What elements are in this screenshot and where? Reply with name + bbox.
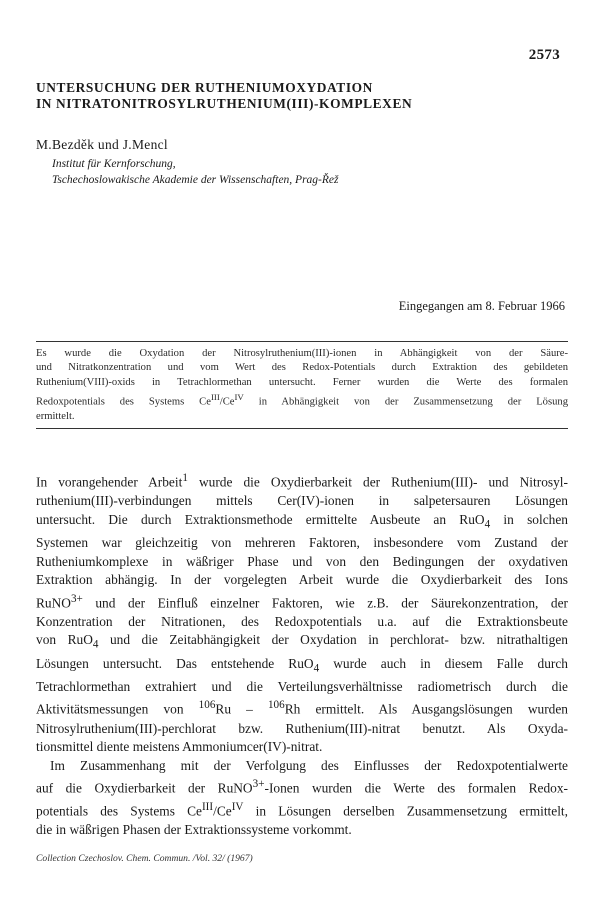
body-line: Tetrachlormethan extrahiert und die Verteilungsverhältnisse radiometrisch durch die xyxy=(36,678,568,694)
abstract-line: ermittelt. xyxy=(36,410,75,422)
abstract-line: Redoxpotentials des Systems $Ce^{III}/Ce^{IV}$ in Abhängigkeit von der Zusammensetzung der Lösung xyxy=(36,391,568,408)
body-line: Extraktion abhängig. In der vorgelegten Arbeit wurde die Oxydierbarkeit des Ions xyxy=(36,572,568,588)
body-line: Im Zusammenhang mit der Verfolgung des Einflusses der Redoxpotentialwerte xyxy=(50,757,568,773)
abstract-line: Es wurde die Oxydation der Nitrosylruthenium(III)-ionen in Abhängigkeit von der Säure- xyxy=(36,348,568,359)
body-line: In vorangehender Arbeit$^1$ wurde die Oxydierbarkeit der Ruthenium(III)- und Nitrosyl- xyxy=(36,472,568,490)
title-line: UNTERSUCHUNG DER RUTHENIUMOXYDATION xyxy=(36,80,373,95)
authors: M.Bezděk und J.Mencl xyxy=(36,137,168,152)
body-line: Aktivitätsmessungen von $^{106}$Ru – $^{106}$Rh ermittelt. Als Ausgangslösungen wurden xyxy=(36,699,568,717)
body-line: ruthenium(III)-verbindungen mittels Cer(IV)-ionen in salpetersauren Lösungen xyxy=(36,493,568,509)
article-title xyxy=(36,80,566,112)
abstract xyxy=(36,347,568,424)
body-line: untersucht. Die durch Extraktionsmethode ermittelte Ausbeute an RuO$_4$ in solchen xyxy=(36,511,569,531)
body-line: auf die Oxydierbarkeit der RuNO$^{3+}$-Ionen wurden die Werte des formalen Redox- xyxy=(36,778,568,796)
page-number: 2573 xyxy=(528,47,560,63)
affiliation xyxy=(52,156,339,188)
received-date: Eingegangen am 8. Februar 1966 xyxy=(398,299,565,313)
body-line: Nitrosylruthenium(III)-perchlorat bzw. Ruthenium(III)-nitrat benutzt. Als Oxyda- xyxy=(36,720,568,736)
abstract-line: und Nitratkonzentration und vom Wert des Redox-Potentials durch Extraktion des gebildeten xyxy=(36,362,568,374)
abstract-bottom-rule xyxy=(36,428,568,429)
body-line: RuNO$^{3+}$ und der Einfluß einzelner Faktoren, wie z.B. der Säurekonzentration, der xyxy=(36,592,568,611)
body-line: potentials des Systems $Ce^{III}/Ce^{IV}$ in Lösungen derselben Zusammensetzung ermittelt, xyxy=(36,801,568,819)
affiliation-line: Institut für Kernforschung, xyxy=(52,158,176,170)
abstract-top-rule xyxy=(36,341,568,342)
affiliation-line: Tschechoslowakische Akademie der Wissenschaften, Prag-Řež xyxy=(52,174,339,186)
body-line: die in wäßrigen Phasen der Extraktionssysteme vorkommt. xyxy=(36,822,352,838)
journal-footer: Collection Czechoslov. Chem. Commun. /Vol. 32/ (1967) xyxy=(36,853,253,864)
body-line: Systemen war gleichzeitig von mehreren Faktoren, insbesondere vom Zustand der xyxy=(36,534,568,550)
abstract-line: Ruthenium(VIII)-oxids in Tetrachlormethan untersucht. Ferner wurden die Werte des formalen xyxy=(36,376,568,388)
title-line: IN NITRATONITROSYLRUTHENIUM(III)-KOMPLEXEN xyxy=(36,96,413,111)
body-line: Lösungen untersucht. Das entstehende RuO$_4$ wurde auch in diesem Falle durch xyxy=(36,655,568,675)
body-line: tionsmittel diente meistens Ammoniumcer(IV)-nitrat. xyxy=(36,739,323,755)
body-line: Rutheniumkomplexe in wäßriger Phase und von den Bedingungen der oxydativen xyxy=(36,553,568,569)
body-text xyxy=(36,469,568,840)
body-line: von RuO$_4$ und die Zeitabhängigkeit der Oxydation in perchlorat- bzw. nitrathaltigen xyxy=(36,632,568,652)
body-line: Konzentration der Nitrationen, des Redoxpotentials u.a. auf die Extraktionsbeute xyxy=(36,613,568,629)
